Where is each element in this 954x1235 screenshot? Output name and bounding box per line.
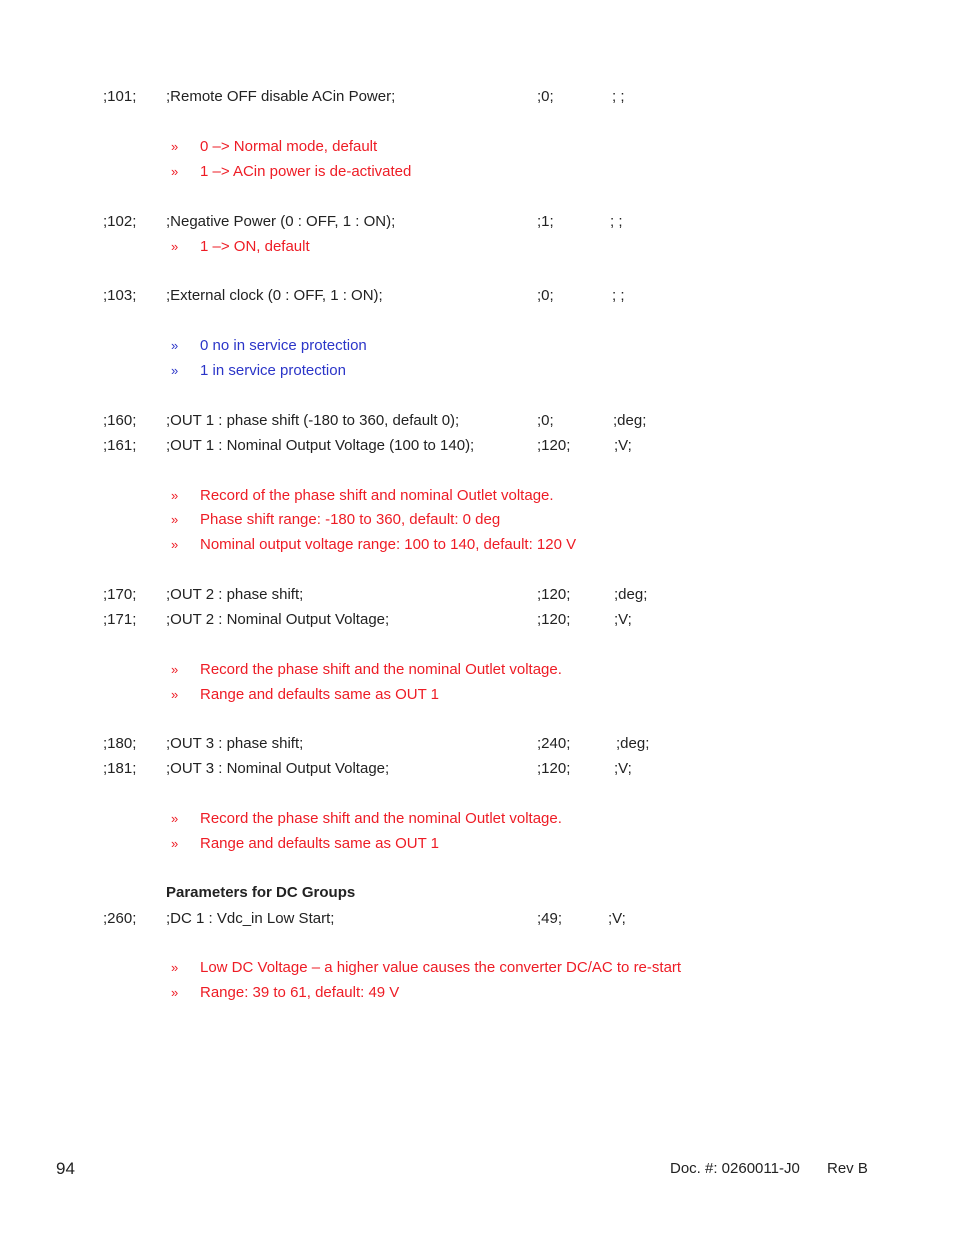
param-id: ;170; — [103, 586, 137, 603]
param-value: ;120; — [537, 437, 571, 454]
param-name: ;External clock (0 : OFF, 1 : ON); — [166, 287, 383, 304]
param-value: ;120; — [537, 611, 571, 628]
note-text: Phase shift range: -180 to 360, default: 0 deg — [200, 511, 501, 528]
param-name: ;DC 1 : Vdc_in Low Start; — [166, 910, 335, 927]
param-name: ;OUT 2 : Nominal Output Voltage; — [166, 611, 390, 628]
note-text: 0 no in service protection — [200, 337, 367, 354]
param-name: ;Negative Power (0 : OFF, 1 : ON); — [166, 213, 396, 230]
param-unit: ;V; — [614, 611, 632, 628]
param-name: ;OUT 2 : phase shift; — [166, 586, 304, 603]
note-text: 1 –> ON, default — [200, 238, 310, 255]
param-value: ;0; — [537, 88, 554, 105]
param-id: ;161; — [103, 437, 137, 454]
bullet-mark: » — [171, 239, 179, 254]
param-unit: ;V; — [608, 910, 626, 927]
param-id: ;103; — [103, 287, 137, 304]
bullet-mark: » — [171, 687, 179, 702]
param-value: ;120; — [537, 760, 571, 777]
param-unit: ;V; — [614, 760, 632, 777]
param-id: ;171; — [103, 611, 137, 628]
bullet-mark: » — [171, 836, 179, 851]
param-unit: ; ; — [612, 287, 625, 304]
note-text: Low DC Voltage – a higher value causes the converter DC/AC to re-start — [200, 959, 682, 976]
note-text: Record the phase shift and the nominal Outlet voltage. — [200, 661, 562, 678]
note-text: 1 in service protection — [200, 362, 346, 379]
note-text: 0 –> Normal mode, default — [200, 138, 378, 155]
bullet-mark: » — [171, 985, 179, 1000]
param-name: ;Remote OFF disable ACin Power; — [166, 88, 396, 105]
bullet-mark: » — [171, 164, 179, 179]
param-value: ;240; — [537, 735, 571, 752]
note-text: Nominal output voltage range: 100 to 140, default: 120 V — [200, 536, 577, 553]
param-id: ;181; — [103, 760, 137, 777]
param-value: ;1; — [537, 213, 554, 230]
bullet-mark: » — [171, 338, 179, 353]
param-value: ;120; — [537, 586, 571, 603]
bullet-mark: » — [171, 363, 179, 378]
param-unit: ;V; — [614, 437, 632, 454]
bullet-mark: » — [171, 537, 179, 552]
note-text: Range and defaults same as OUT 1 — [200, 686, 440, 703]
param-unit: ;deg; — [613, 412, 647, 429]
note-text: Range: 39 to 61, default: 49 V — [200, 984, 400, 1001]
param-id: ;180; — [103, 735, 137, 752]
note-text: Range and defaults same as OUT 1 — [200, 835, 440, 852]
note-text: Record of the phase shift and nominal Outlet voltage. — [200, 487, 554, 504]
page-number: 94 — [56, 1159, 75, 1178]
param-value: ;0; — [537, 287, 554, 304]
note-text: 1 –> ACin power is de-activated — [200, 163, 412, 180]
param-unit: ; ; — [610, 213, 623, 230]
bullet-mark: » — [171, 811, 179, 826]
bullet-mark: » — [171, 512, 179, 527]
section-heading: Parameters for DC Groups — [166, 884, 356, 901]
bullet-mark: » — [171, 960, 179, 975]
param-unit: ;deg; — [616, 735, 650, 752]
param-unit: ; ; — [612, 88, 625, 105]
revision: Rev B — [827, 1160, 868, 1177]
param-unit: ;deg; — [614, 586, 648, 603]
bullet-mark: » — [171, 488, 179, 503]
bullet-mark: » — [171, 139, 179, 154]
param-value: ;0; — [537, 412, 554, 429]
param-name: ;OUT 1 : Nominal Output Voltage (100 to 140); — [166, 437, 475, 454]
param-id: ;101; — [103, 88, 137, 105]
bullet-mark: » — [171, 662, 179, 677]
param-value: ;49; — [537, 910, 563, 927]
param-name: ;OUT 1 : phase shift (-180 to 360, default 0); — [166, 412, 460, 429]
note-text: Record the phase shift and the nominal Outlet voltage. — [200, 810, 562, 827]
param-id: ;160; — [103, 412, 137, 429]
param-id: ;260; — [103, 910, 137, 927]
param-name: ;OUT 3 : Nominal Output Voltage; — [166, 760, 390, 777]
param-id: ;102; — [103, 213, 137, 230]
doc-number: Doc. #: 0260011-J0 — [670, 1160, 800, 1177]
param-name: ;OUT 3 : phase shift; — [166, 735, 304, 752]
